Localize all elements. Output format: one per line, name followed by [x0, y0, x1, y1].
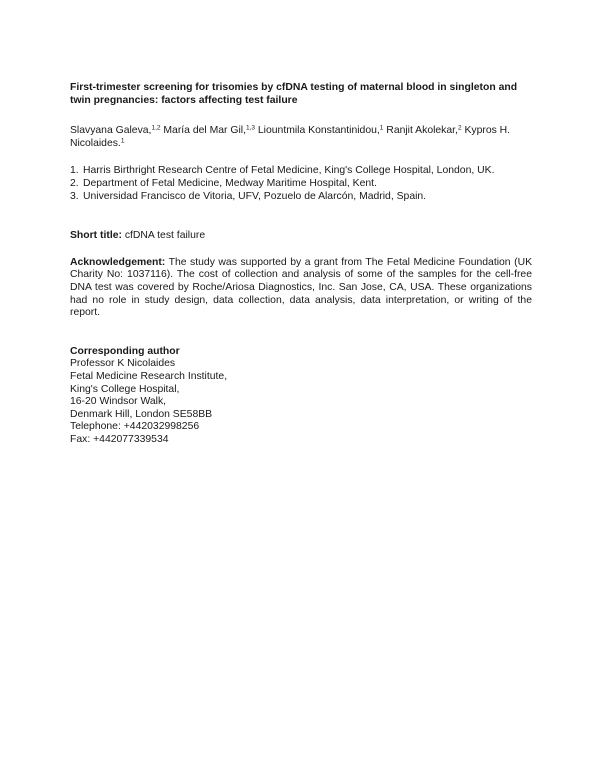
author-name: Kypros H. Nicolaides.: [70, 125, 511, 149]
affiliation-text: Universidad Francisco de Vitoria, UFV, Pozuelo de Alarcón, Madrid, Spain.: [83, 190, 427, 202]
address-line: Fetal Medicine Research Institute,: [70, 370, 228, 382]
address-line: Denmark Hill, London SE58BB: [70, 408, 213, 420]
author-affiliation-marker: 2: [457, 124, 462, 132]
corresponding-author-section: [70, 346, 532, 447]
paper-title: First-trimester screening for trisomies by cfDNA testing of maternal blood in singleton and twin pregnancies: factors affecting test failure: [70, 82, 518, 106]
fax-line: Fax: +442077339534: [70, 433, 169, 445]
author-affiliation-marker: 1: [120, 137, 125, 145]
author-name: Slavyana Galeva,: [70, 125, 152, 137]
document-page: [70, 82, 532, 446]
acknowledgement-label: Acknowledgement:: [70, 256, 166, 268]
affiliation-number: 1.: [70, 165, 79, 177]
telephone-line: Telephone: +442032998256: [70, 421, 200, 433]
author-name: María del Mar Gil,: [160, 125, 246, 137]
author-name: Ranjit Akolekar,: [383, 125, 458, 137]
affiliation-item: [70, 178, 532, 191]
address-line: 16-20 Windsor Walk,: [70, 396, 167, 408]
author-list: [70, 125, 532, 150]
affiliation-number: 3.: [70, 190, 79, 202]
affiliation-text: Harris Birthright Research Centre of Fetal Medicine, King's College Hospital, London, UK.: [83, 165, 495, 177]
acknowledgement-section: [70, 257, 532, 320]
corresponding-author-name: Professor K Nicolaides: [70, 358, 176, 370]
author-affiliation-marker: 1: [379, 124, 384, 132]
affiliation-item: [70, 165, 532, 178]
acknowledgement-text: The study was supported by a grant from The Fetal Medicine Foundation (UK Charity No: 1037116). The cost of collection and analysis of some of the samples for the cell-free DNA test was covered by Roche/Ariosa Diagnostics, Inc. San Jose, CA, USA. These organizations had no role in study design, data collection, data analysis, data interpretation, or writing of the report.: [70, 256, 532, 319]
affiliation-list: [70, 165, 532, 203]
short-title-label: Short title:: [70, 230, 122, 242]
short-title-text: cfDNA test failure: [121, 230, 206, 242]
affiliation-item: [70, 191, 532, 204]
author-affiliation-marker: 1,2: [151, 124, 161, 132]
author-name: Liountmila Konstantinidou,: [255, 125, 380, 137]
author-affiliation-marker: 1,3: [245, 124, 256, 132]
corresponding-author-heading: Corresponding author: [70, 345, 180, 357]
address-line: King's College Hospital,: [70, 383, 180, 395]
affiliation-text: Department of Fetal Medicine, Medway Maritime Hospital, Kent.: [83, 177, 377, 189]
affiliation-number: 2.: [70, 177, 79, 189]
short-title: [70, 230, 532, 243]
